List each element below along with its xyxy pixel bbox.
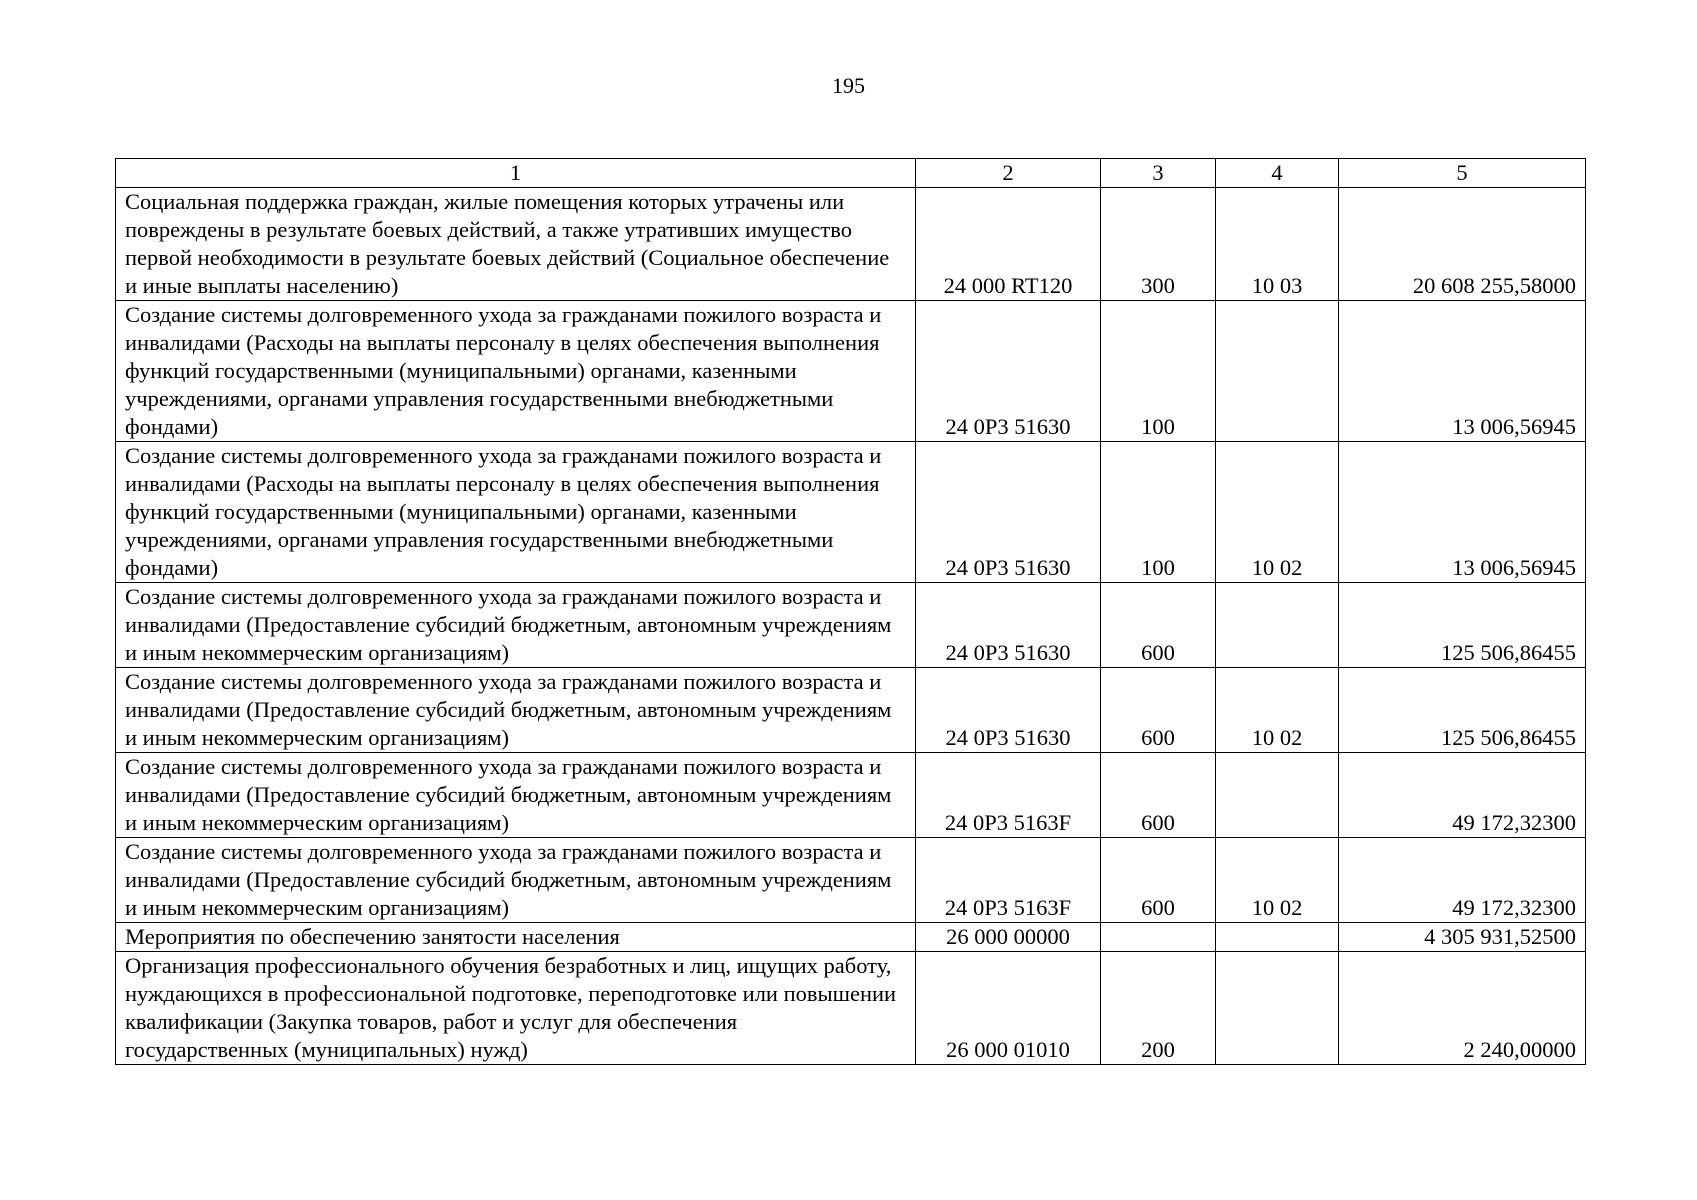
table-row (116, 188, 1586, 301)
table-row (116, 583, 1586, 668)
row-target-code: 24 0Р3 51630 (916, 583, 1101, 668)
page-number: 195 (832, 73, 865, 98)
table-row (116, 442, 1586, 583)
row-expense-type: 600 (1101, 583, 1216, 668)
header-row (116, 159, 1586, 188)
row-target-code: 24 000 RT120 (916, 188, 1101, 301)
row-amount: 4 305 931,52500 (1339, 923, 1586, 952)
row-name: Создание системы долговременного ухода за гражданами пожилого возраста и инвалидами (Предоставление субсидий бюджетным, автономным учреждениям и иным некоммерческим организациям) (116, 753, 916, 838)
row-name: Создание системы долговременного ухода за гражданами пожилого возраста и инвалидами (Предоставление субсидий бюджетным, автономным учреждениям и иным некоммерческим организациям) (116, 668, 916, 753)
row-name: Создание системы долговременного ухода за гражданами пожилого возраста и инвалидами (Предоставление субсидий бюджетным, автономным учреждениям и иным некоммерческим организациям) (116, 838, 916, 923)
table-row (116, 301, 1586, 442)
header-col-1: 1 (116, 159, 916, 188)
table-body (116, 188, 1586, 1065)
row-amount: 125 506,86455 (1339, 583, 1586, 668)
row-target-code: 24 0Р3 51630 (916, 301, 1101, 442)
table-row (116, 838, 1586, 923)
header-col-4: 4 (1216, 159, 1339, 188)
row-target-code: 24 0Р3 5163F (916, 753, 1101, 838)
row-section: 10 02 (1216, 442, 1339, 583)
row-expense-type: 100 (1101, 301, 1216, 442)
row-target-code: 26 000 01010 (916, 952, 1101, 1065)
row-amount: 20 608 255,58000 (1339, 188, 1586, 301)
row-amount: 13 006,56945 (1339, 301, 1586, 442)
table-row (116, 952, 1586, 1065)
row-name: Создание системы долговременного ухода за гражданами пожилого возраста и инвалидами (Предоставление субсидий бюджетным, автономным учреждениям и иным некоммерческим организациям) (116, 583, 916, 668)
row-expense-type: 200 (1101, 952, 1216, 1065)
row-amount: 49 172,32300 (1339, 838, 1586, 923)
row-section (1216, 583, 1339, 668)
row-name: Организация профессионального обучения безработных и лиц, ищущих работу, нуждающихся в профессиональной подготовке, переподготовке или повышении квалификации (Закупка товаров, работ и услуг для обеспечения государственных (муниципальных) нужд) (116, 952, 916, 1065)
row-name: Создание системы долговременного ухода за гражданами пожилого возраста и инвалидами (Расходы на выплаты персоналу в целях обеспечения выполнения функций государственными (муниципальными) органами, казенными учреждениями, органами управления государственными внебюджетными фондами) (116, 301, 916, 442)
row-target-code: 24 0Р3 51630 (916, 668, 1101, 753)
row-target-code: 24 0Р3 5163F (916, 838, 1101, 923)
row-section (1216, 301, 1339, 442)
row-amount: 125 506,86455 (1339, 668, 1586, 753)
row-section: 10 02 (1216, 838, 1339, 923)
table-row (116, 753, 1586, 838)
row-amount: 13 006,56945 (1339, 442, 1586, 583)
budget-table (115, 158, 1586, 1065)
row-name: Создание системы долговременного ухода за гражданами пожилого возраста и инвалидами (Расходы на выплаты персоналу в целях обеспечения выполнения функций государственными (муниципальными) органами, казенными учреждениями, органами управления государственными внебюджетными фондами) (116, 442, 916, 583)
row-amount: 2 240,00000 (1339, 952, 1586, 1065)
row-target-code: 24 0Р3 51630 (916, 442, 1101, 583)
row-expense-type (1101, 923, 1216, 952)
header-col-3: 3 (1101, 159, 1216, 188)
row-section (1216, 923, 1339, 952)
row-section (1216, 952, 1339, 1065)
row-section: 10 03 (1216, 188, 1339, 301)
table-header (116, 159, 1586, 188)
row-expense-type: 600 (1101, 753, 1216, 838)
row-expense-type: 600 (1101, 838, 1216, 923)
row-section: 10 02 (1216, 668, 1339, 753)
row-expense-type: 300 (1101, 188, 1216, 301)
row-expense-type: 600 (1101, 668, 1216, 753)
row-name: Социальная поддержка граждан, жилые помещения которых утрачены или повреждены в результате боевых действий, а также утративших имущество первой необходимости в результате боевых действий (Социальное обеспечение и иные выплаты населению) (116, 188, 916, 301)
header-col-5: 5 (1339, 159, 1586, 188)
table-row (116, 923, 1586, 952)
row-section (1216, 753, 1339, 838)
row-amount: 49 172,32300 (1339, 753, 1586, 838)
row-name: Мероприятия по обеспечению занятости населения (116, 923, 916, 952)
header-col-2: 2 (916, 159, 1101, 188)
row-expense-type: 100 (1101, 442, 1216, 583)
table-row (116, 668, 1586, 753)
row-target-code: 26 000 00000 (916, 923, 1101, 952)
